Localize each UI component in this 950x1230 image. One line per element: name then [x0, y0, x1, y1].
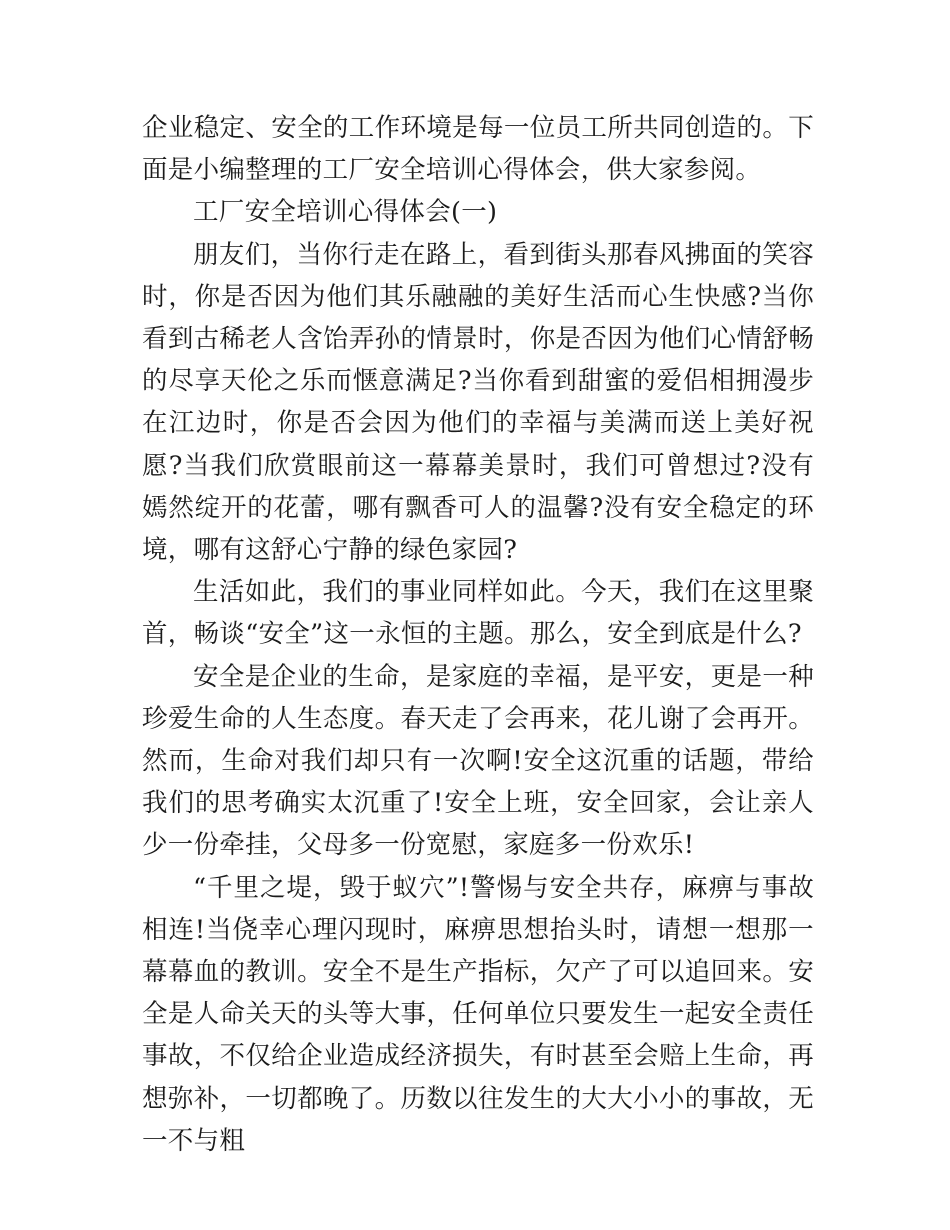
- body-paragraph-4: “千里之堤，毁于蚁穴”!警惕与安全共存，麻痹与事故相连!当侥幸心理闪现时，麻痹思想抬头时，请想一想那一幕幕血的教训。安全不是生产指标，欠产了可以追回来。安全是人命关天的头等大事，任何单位只要发生一起安全责任事故，不仅给企业造成经济损失，有时甚至会赔上生命，再想弥补，一切都晚了。历数以往发生的大大小小的事故，无一不与粗: [142, 872, 814, 1156]
- body-paragraph-2: 生活如此，我们的事业同样如此。今天，我们在这里聚首，畅谈“安全”这一永恒的主题。那么，安全到底是什么?: [142, 577, 814, 650]
- body-paragraph-3: 安全是企业的生命，是家庭的幸福，是平安，更是一种珍爱生命的人生态度。春天走了会再来，花儿谢了会再开。然而，生命对我们却只有一次啊!安全这沉重的话题，带给我们的思考确实太沉重了!安全上班，安全回家，会让亲人少一份牵挂，父母多一份宽慰，家庭多一份欢乐!: [142, 661, 814, 861]
- body-paragraph-1: 朋友们，当你行走在路上，看到街头那春风拂面的笑容时，你是否因为他们其乐融融的美好生活而心生快感?当你看到古稀老人含饴弄孙的情景时，你是否因为他们心情舒畅的尽享天伦之乐而惬意满足?当你看到甜蜜的爱侣相拥漫步在江边时，你是否会因为他们的幸福与美满而送上美好祝愿?当我们欣赏眼前这一幕幕美景时，我们可曾想过?没有嫣然绽开的花蕾，哪有飘香可人的温馨?没有安全稳定的环境，哪有这舒心宁静的绿色家园?: [142, 239, 814, 566]
- document-body: [142, 107, 814, 1162]
- intro-paragraph: 企业稳定、安全的工作环境是每一位员工所共同创造的。下面是小编整理的工厂安全培训心得体会，供大家参阅。: [142, 113, 814, 186]
- section-title: 工厂安全培训心得体会(一): [193, 197, 498, 228]
